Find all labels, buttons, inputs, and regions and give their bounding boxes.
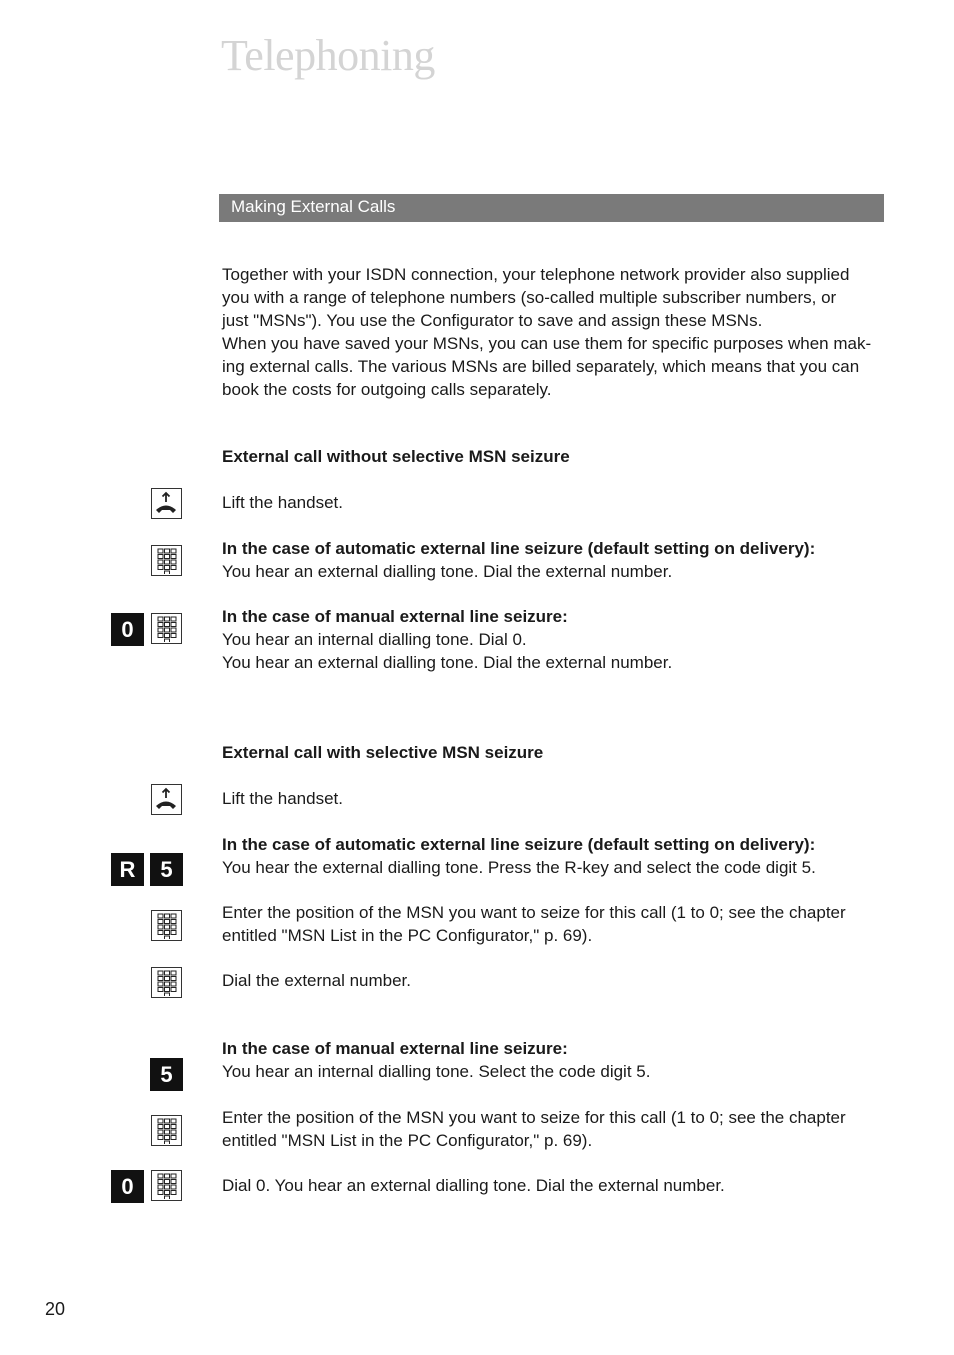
auto-seizure-heading: In the case of automatic external line seizure (default setting on delivery): (222, 835, 816, 854)
section-title: Making External Calls (231, 197, 396, 216)
key-5: 5 (150, 853, 183, 886)
manual-seizure-text: You hear an internal dialling tone. Select the code digit 5. (222, 1062, 651, 1081)
manual-seizure-text: You hear an external dialling tone. Dial the external number. (222, 653, 673, 672)
manual-seizure-heading: In the case of manual external line seizure: (222, 1039, 568, 1058)
section-header (219, 194, 884, 222)
key-0: 0 (111, 613, 144, 646)
auto-seizure-text: You hear an external dialling tone. Dial the external number. (222, 562, 673, 581)
manual-seizure-heading: In the case of manual external line seizure: (222, 607, 568, 626)
key-0: 0 (111, 1170, 144, 1203)
key-r: R (111, 853, 144, 886)
handset-lift-icon (151, 488, 182, 519)
page-title: Telephoning (221, 31, 435, 80)
keypad-icon (151, 545, 182, 576)
manual-seizure-text: You hear an internal dialling tone. Dial 0. (222, 630, 527, 649)
page-number: 20 (45, 1299, 66, 1319)
dial-external-text: Dial the external number. (222, 971, 411, 990)
intro-paragraph: Together with your ISDN connection, your telephone network provider also supplied you with a range of telephone numbers (so-called multiple subscriber numbers, or just "MSNs"). You use the Configurator to save and assign these MSNs. When you have saved your MSNs, you can use them for specific purposes when mak- ing external calls. The various MSNs are billed separately, which means that you can book the costs for outgoing calls separately. (222, 265, 872, 399)
keypad-icon (151, 1170, 182, 1201)
keypad-icon (151, 910, 182, 941)
key-5: 5 (150, 1058, 183, 1091)
enter-msn-text: Enter the position of the MSN you want to seize for this call (1 to 0; see the chapter entitled "MSN List in the PC Configurator," p. 69). (222, 903, 846, 945)
auto-seizure-heading: In the case of automatic external line seizure (default setting on delivery): (222, 539, 816, 558)
keypad-icon (151, 967, 182, 998)
lift-handset-text: Lift the handset. (222, 493, 343, 512)
enter-msn-text: Enter the position of the MSN you want to seize for this call (1 to 0; see the chapter entitled "MSN List in the PC Configurator," p. 69). (222, 1108, 846, 1150)
keypad-icon (151, 1115, 182, 1146)
lift-handset-text: Lift the handset. (222, 789, 343, 808)
dial-zero-text: Dial 0. You hear an external dialling tone. Dial the external number. (222, 1176, 725, 1195)
subheading-without-msn: External call without selective MSN seizure (222, 447, 570, 466)
handset-lift-icon (151, 784, 182, 815)
subheading-with-msn: External call with selective MSN seizure (222, 743, 544, 762)
keypad-icon (151, 613, 182, 644)
auto-seizure-text: You hear the external dialling tone. Press the R-key and select the code digit 5. (222, 858, 816, 877)
